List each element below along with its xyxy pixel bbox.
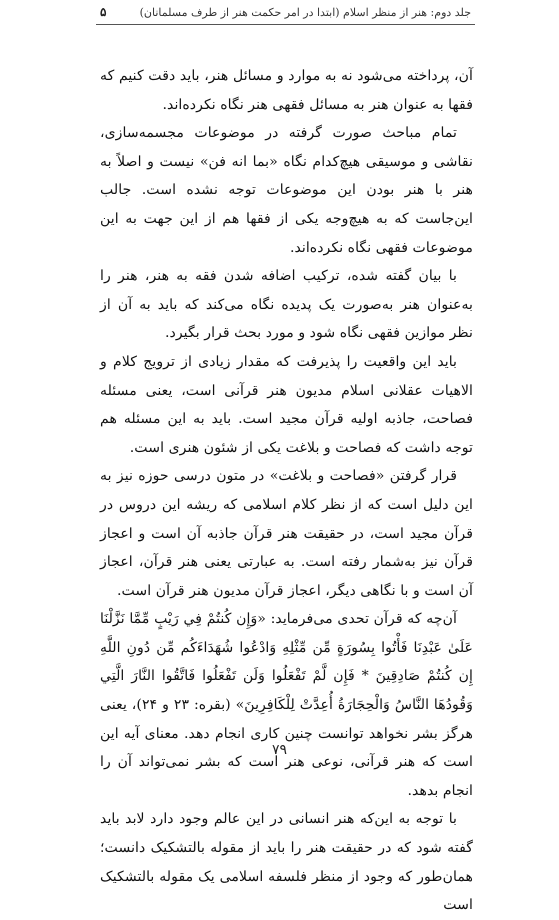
running-header: جلد دوم: هنر از منظر اسلام (ابتدا در امر حکمت هنر از طرف مسلمانان)	[139, 6, 471, 19]
paragraph: تمام مباحث صورت گرفته در موضوعات مجسمه‌سازی، نقاشی و موسیقی هیچ‌کدام نگاه «بما انه فن» نیست و اصلاً به هنر با هنر بودن این موضوعات توجه نشده است. جالب این‌جاست که به هیچ‌وجه یکی از فقها هم از این جهت به این موضوعات فقهی نگاه نکرده‌اند.	[100, 125, 473, 256]
paragraph: با توجه به این‌که هنر انسانی در این عالم وجود دارد لابد باید گفته شود که در حقیقت هنر را باید از مقوله بالتشکیک دانست؛ همان‌طور که وجود از منظر فلسفه اسلامی یک مقوله بالتشکیک است	[100, 811, 473, 914]
page-number: ۷۹	[271, 742, 288, 758]
paragraph: باید این واقعیت را پذیرفت که مقدار زیادی از ترویج کلام و الاهیات عقلانی اسلام مدیون هنر قرآنی است، یعنی مسئله فصاحت، جاذبه اولیه قرآن مجید است. باید به این مسئله هم توجه داشت که فصاحت و بلاغت یکی از شئون هنری است.	[100, 353, 473, 456]
header-page-marker: ۵	[100, 5, 107, 19]
paragraph-with-verse: آن‌چه که قرآن تحدی می‌فرماید: «وَإِن كُنتُمْ فِي رَيْبٍ مِّمَّا نَزَّلْنَا عَلَىٰ عَبْدِنَا فَأْتُوا بِسُورَةٍ مِّن مِّثْلِهِ وَادْعُوا شُهَدَاءَكُم مِّن دُونِ اللَّهِ إِن كُنتُمْ صَادِقِينَ * فَإِن لَّمْ تَفْعَلُوا وَلَن تَفْعَلُوا فَاتَّقُوا النَّارَ الَّتِي وَقُودُهَا النَّاسُ وَالْحِجَارَةُ أُعِدَّتْ لِلْكَافِرِينَ» (بقره: ۲۳ و ۲۴)، یعنی هرگز بشر نخواهد توانست چنین کاری انجام دهد. معنای آیه این است که هنر قرآنی، نوعی هنر است که بشر نمی‌تواند آن را انجام بدهد.	[100, 611, 474, 799]
paragraph: با بیان گفته شده، ترکیب اضافه شدن فقه به هنر، هنر را به‌عنوان هنر به‌صورت یک پدیده نگاه می‌کند که باید به آن از نظر موازین فقهی نگاه شود و مورد بحث قرار بگیرد.	[100, 268, 473, 342]
page-body	[100, 62, 473, 920]
paragraph: قرار گرفتن «فصاحت و بلاغت» در متون درسی حوزه نیز به این دلیل است که از نظر کلام اسلامی که ریشه این دروس در قرآن مجید است، در حقیقت هنر قرآن جاذبه آن است و اعجاز قرآن نیز به‌شمار رفته است. به عبارتی یعنی هنر قرآن، اعجاز آن است و با نگاهی دیگر، اعجاز قرآن مدیون هنر قرآن است.	[100, 468, 473, 599]
header-divider	[96, 24, 475, 25]
paragraph: آن، پرداخته می‌شود نه به موارد و مسائل هنر، باید دقت کنیم که فقها به عنوان هنر به مسائل فقهی هنر نگاه نکرده‌اند.	[100, 68, 473, 113]
